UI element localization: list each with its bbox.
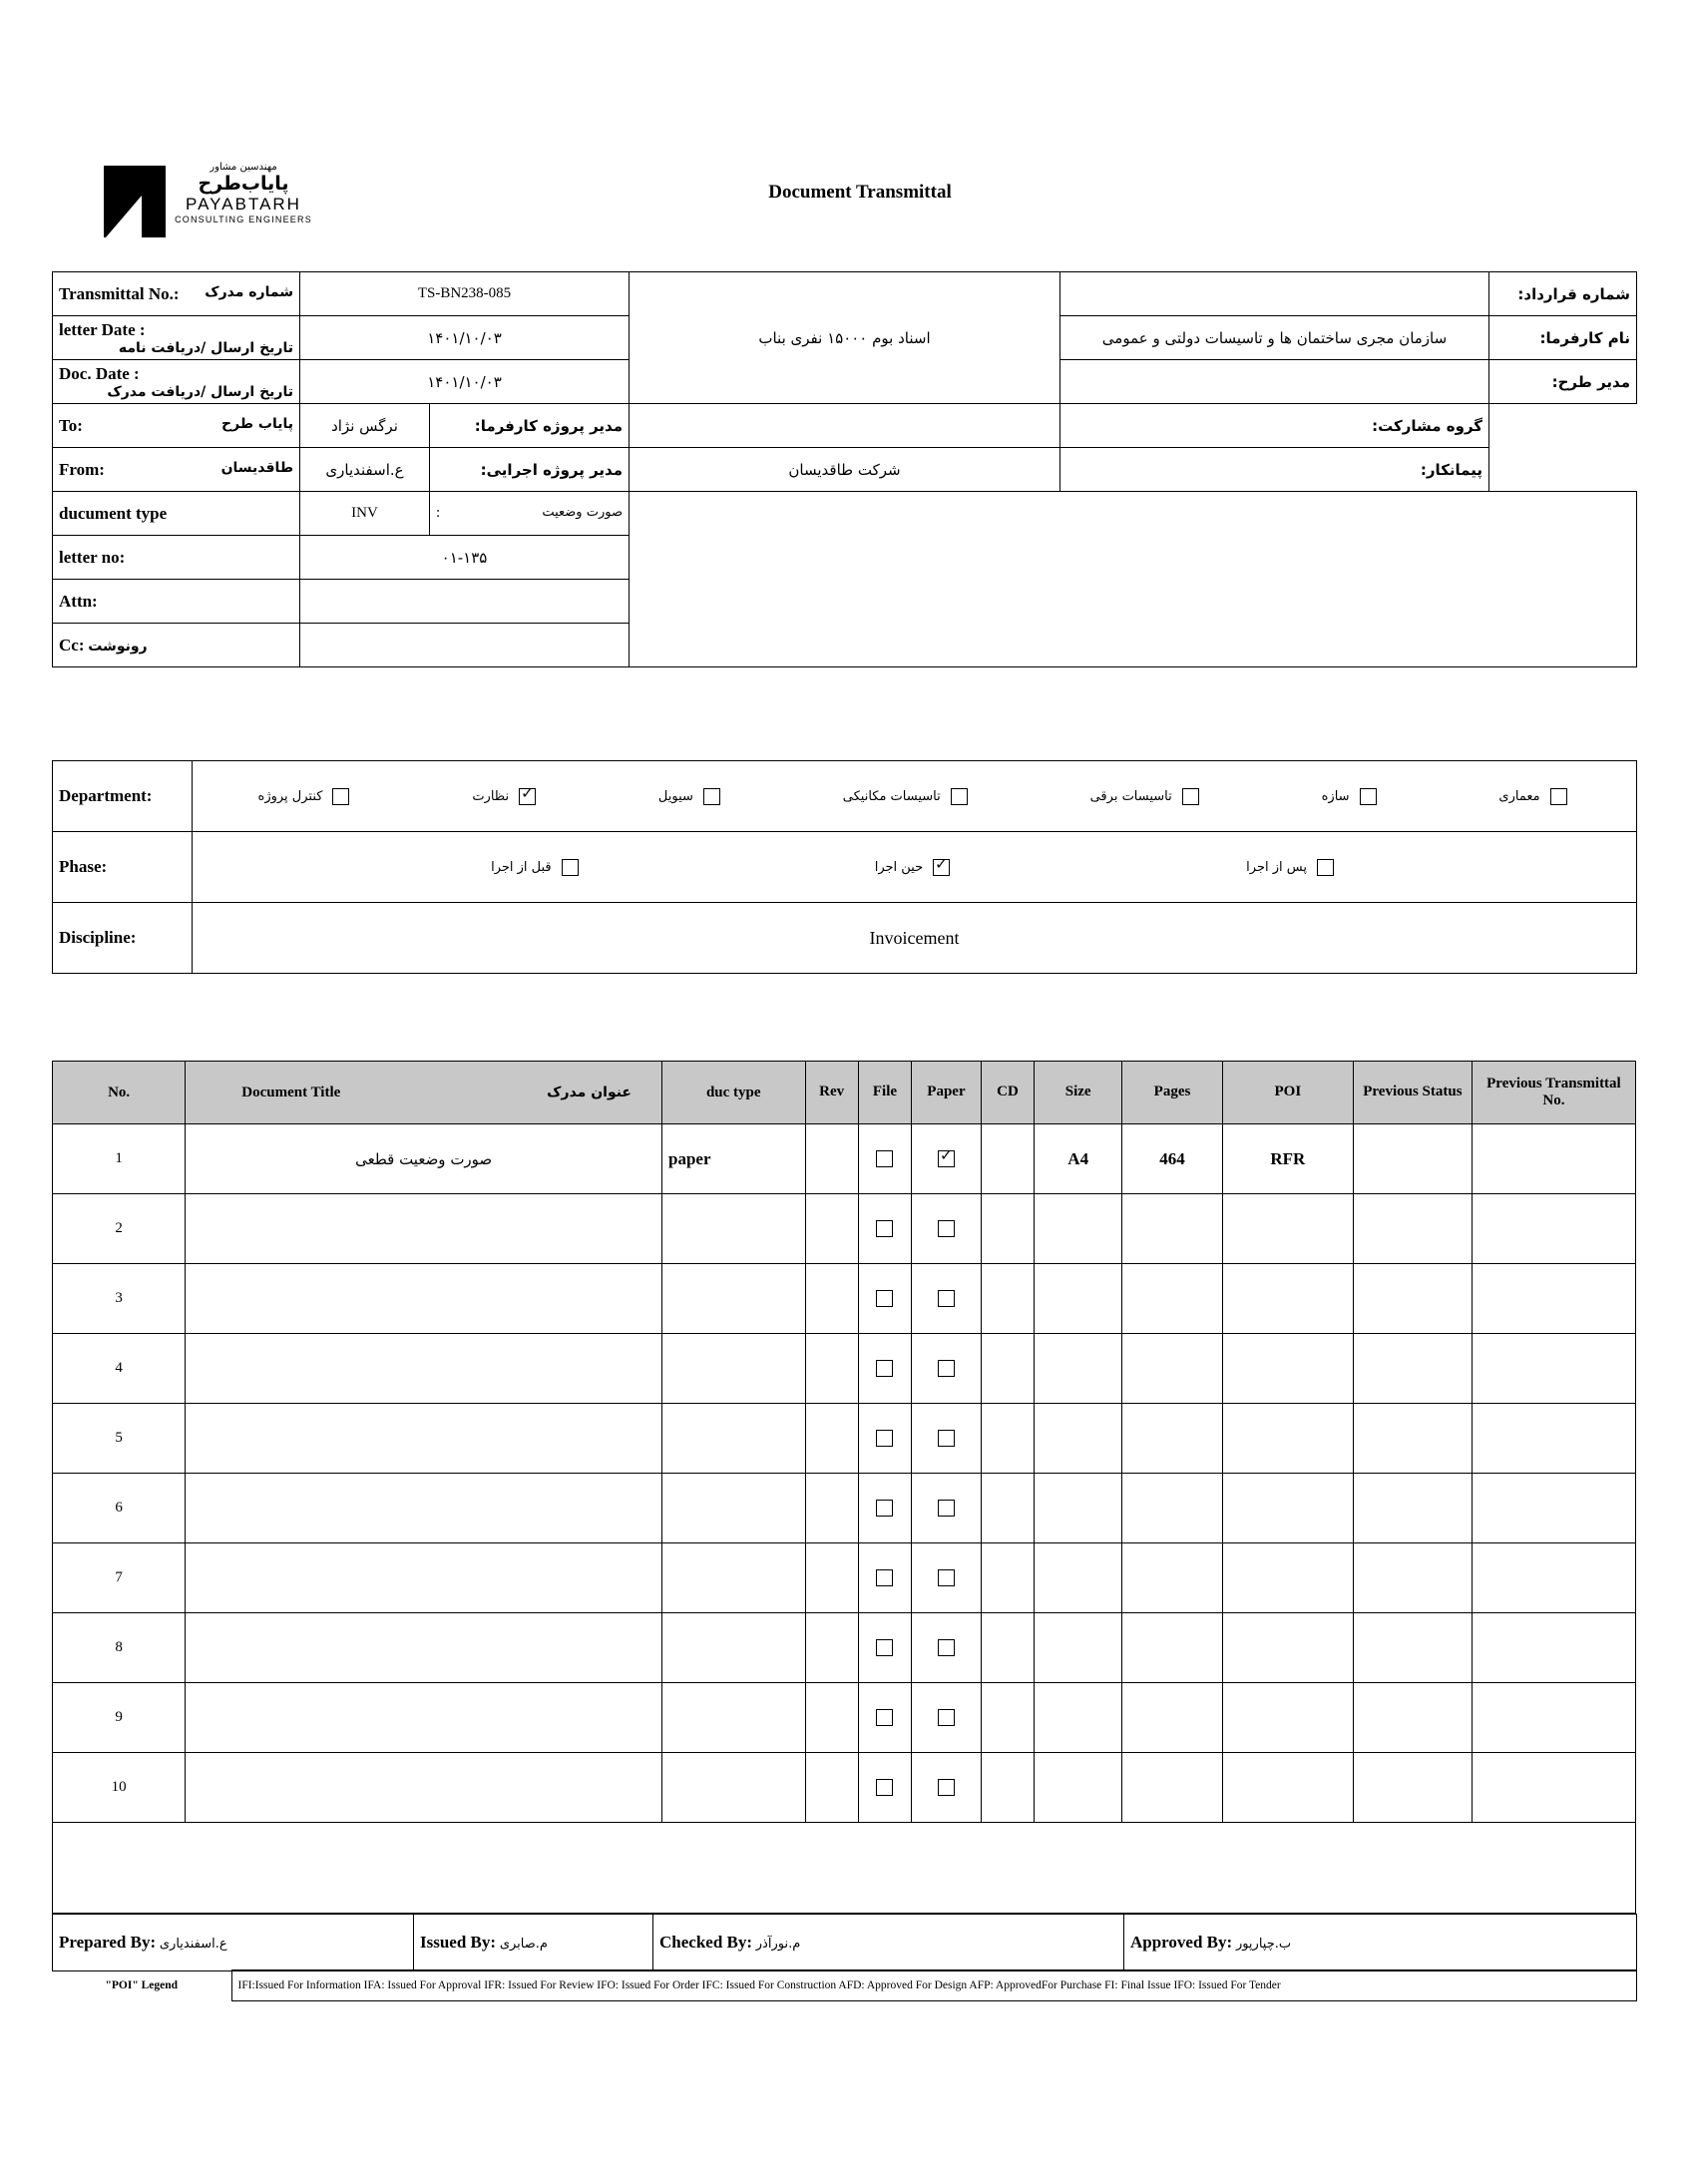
label-issued-by: Issued By: <box>420 1933 497 1952</box>
checkbox-row9-paper[interactable] <box>938 1709 955 1726</box>
header-previous-transmittal-no: Previous Transmittal No. <box>1472 1062 1635 1124</box>
phase-options <box>199 832 1630 902</box>
cell-cc-value <box>300 624 630 667</box>
cell-row2-duc-type <box>662 1194 806 1264</box>
cell-row7-prev-transmittal <box>1472 1543 1635 1613</box>
cell-letter-no-value: ۰۱-۱۳۵ <box>300 536 630 580</box>
cell-row3-poi <box>1222 1264 1353 1334</box>
cell-row1-prev-status <box>1353 1124 1472 1194</box>
table-row <box>53 832 1637 903</box>
cell-row1-pages: 464 <box>1122 1124 1222 1194</box>
cell-transmittal-no-value: TS-BN238-085 <box>300 272 630 316</box>
cell-row9-poi <box>1222 1683 1353 1753</box>
table-header-row <box>53 1062 1636 1124</box>
cell-row6-prev-status <box>1353 1474 1472 1543</box>
header-rev: Rev <box>805 1062 858 1124</box>
checkbox-row7-file[interactable] <box>876 1569 893 1586</box>
cell-row8-prev-status <box>1353 1613 1472 1683</box>
checkbox-row6-file[interactable] <box>876 1500 893 1517</box>
label-executive-project-manager: مدیر پروژه اجرایی: <box>430 448 630 492</box>
label-contractor: پیمانکار: <box>1060 448 1489 492</box>
department-options <box>199 761 1630 831</box>
cell-row10-paper[interactable] <box>912 1753 982 1823</box>
cell-row8-cd <box>981 1613 1034 1683</box>
label-cc-fa: رونوشت <box>88 638 148 655</box>
comments-area <box>52 1814 1636 1914</box>
document-type-colon: : <box>436 505 441 521</box>
cell-row9-file[interactable] <box>858 1683 911 1753</box>
cell-row1-no: 1 <box>53 1124 186 1194</box>
cell-row8-title <box>186 1613 662 1683</box>
header-pages: Pages <box>1122 1062 1222 1124</box>
cell-row4-prev-transmittal <box>1472 1334 1635 1404</box>
cell-row5-duc-type <box>662 1404 806 1474</box>
cell-row7-poi <box>1222 1543 1353 1613</box>
header-no: No. <box>53 1062 186 1124</box>
cell-prepared-by <box>53 1915 414 1971</box>
cell-row8-prev-transmittal <box>1472 1613 1635 1683</box>
cell-row10-prev-status <box>1353 1753 1472 1823</box>
value-from-company: طاقدیسان <box>220 459 293 476</box>
transmittal-info-table <box>52 271 1637 667</box>
cell-doc-date-label <box>53 360 300 404</box>
cell-to-label <box>53 404 300 448</box>
department-option-supervision[interactable] <box>472 788 540 805</box>
cell-row2-file[interactable] <box>858 1194 911 1264</box>
cell-row9-no: 9 <box>53 1683 186 1753</box>
cell-row4-title <box>186 1334 662 1404</box>
department-label-memari: معماری <box>1498 788 1540 804</box>
cell-row5-prev-status <box>1353 1404 1472 1474</box>
label-to-en: To: <box>59 415 83 435</box>
cell-row4-prev-status <box>1353 1334 1472 1404</box>
page-title: Document Transmittal <box>768 182 952 203</box>
cell-approved-by <box>1124 1915 1637 1971</box>
cell-row6-file[interactable] <box>858 1474 911 1543</box>
cell-row6-prev-transmittal <box>1472 1474 1635 1543</box>
cell-row3-file[interactable] <box>858 1264 911 1334</box>
label-consortium: گروه مشارکت: <box>1060 404 1489 448</box>
cell-row2-title <box>186 1194 662 1264</box>
cell-row6-title <box>186 1474 662 1543</box>
table-row <box>53 1683 1636 1753</box>
cell-row10-prev-transmittal <box>1472 1753 1635 1823</box>
label-approved-by: Approved By: <box>1130 1933 1233 1952</box>
cell-row3-duc-type <box>662 1264 806 1334</box>
cell-row8-size <box>1035 1613 1122 1683</box>
cell-row10-title <box>186 1753 662 1823</box>
table-row <box>53 1404 1636 1474</box>
label-cc-en: Cc: <box>59 635 85 655</box>
cell-departments <box>193 761 1637 832</box>
cell-doc-date-value: ۱۴۰۱/۱۰/۰۳ <box>300 360 630 404</box>
cell-row1-rev <box>805 1124 858 1194</box>
phase-label-before: قبل از اجرا <box>491 859 552 875</box>
logo-text <box>174 162 313 224</box>
cell-row10-size <box>1035 1753 1122 1823</box>
header-document-title-fa: عنوان مدرک <box>547 1084 632 1100</box>
cell-row7-duc-type <box>662 1543 806 1613</box>
cell-row4-poi <box>1222 1334 1353 1404</box>
checkbox-supervision[interactable] <box>519 788 536 805</box>
cell-letter-no-label <box>53 536 300 580</box>
cell-row10-duc-type <box>662 1753 806 1823</box>
cell-attn-value <box>300 580 630 624</box>
cell-row5-title <box>186 1404 662 1474</box>
department-option-electrical[interactable] <box>1090 788 1203 805</box>
classification-block <box>52 760 1636 974</box>
label-transmittal-no-en: Transmittal No.: <box>59 283 180 303</box>
cell-row5-file[interactable] <box>858 1404 911 1474</box>
cell-row7-file[interactable] <box>858 1543 911 1613</box>
table-row <box>53 1264 1636 1334</box>
cell-row2-no: 2 <box>53 1194 186 1264</box>
department-label-project-control: کنترل پروژه <box>257 788 323 804</box>
cell-row4-duc-type <box>662 1334 806 1404</box>
cell-row6-cd <box>981 1474 1034 1543</box>
transmittal-info-block <box>52 271 1636 667</box>
cell-row9-paper[interactable] <box>912 1683 982 1753</box>
cell-row2-size <box>1035 1194 1122 1264</box>
value-checked-by: م.نورآذر <box>755 1937 801 1952</box>
checkbox-row5-paper[interactable] <box>938 1430 955 1447</box>
cell-row9-rev <box>805 1683 858 1753</box>
checkbox-row3-file[interactable] <box>876 1290 893 1307</box>
table-row <box>53 448 1637 492</box>
cell-row7-title <box>186 1543 662 1613</box>
header-document-title-en: Document Title <box>241 1084 341 1100</box>
cell-row7-pages <box>1122 1543 1222 1613</box>
cell-row4-file[interactable] <box>858 1334 911 1404</box>
cell-row1-paper[interactable] <box>912 1124 982 1194</box>
cell-row1-title: صورت وضعیت قطعی <box>186 1124 662 1194</box>
label-doc-date-fa: تاریخ ارسال /دریافت مدرک <box>107 383 293 400</box>
label-phase: Phase: <box>53 832 193 903</box>
cell-row5-paper[interactable] <box>912 1404 982 1474</box>
table-row <box>53 404 1637 448</box>
table-row <box>53 1613 1636 1683</box>
table-row <box>52 1970 1636 2001</box>
cell-row10-poi <box>1222 1753 1353 1823</box>
label-employer-name: نام کارفرما: <box>1489 316 1637 360</box>
cell-row3-size <box>1035 1264 1122 1334</box>
cell-document-type-code: INV <box>300 492 430 536</box>
phase-label-during: حین اجرا <box>874 859 924 875</box>
cell-row4-cd <box>981 1334 1034 1404</box>
cell-row6-pages <box>1122 1474 1222 1543</box>
cell-row8-paper[interactable] <box>912 1613 982 1683</box>
documents-block <box>52 1061 1636 1823</box>
cell-row9-prev-transmittal <box>1472 1683 1635 1753</box>
cell-row4-paper[interactable] <box>912 1334 982 1404</box>
logo-line-1: مهندسین مشاور <box>210 162 277 173</box>
table-row <box>53 1753 1636 1823</box>
logo-line-4: CONSULTING ENGINEERS <box>175 214 312 224</box>
label-employer-project-manager: مدیر پروژه کارفرما: <box>430 404 630 448</box>
cell-row4-rev <box>805 1334 858 1404</box>
cell-row5-pages <box>1122 1404 1222 1474</box>
value-prepared-by: ع.اسفندیاری <box>159 1937 227 1952</box>
cell-row3-title <box>186 1264 662 1334</box>
checkbox-project-control[interactable] <box>332 788 349 805</box>
cell-row6-poi <box>1222 1474 1353 1543</box>
department-option-civil[interactable] <box>658 788 724 805</box>
cell-row1-poi: RFR <box>1222 1124 1353 1194</box>
cell-row3-no: 3 <box>53 1264 186 1334</box>
classification-table <box>52 760 1637 974</box>
cell-row8-rev <box>805 1613 858 1683</box>
cell-row7-size <box>1035 1543 1122 1613</box>
cell-row6-no: 6 <box>53 1474 186 1543</box>
cell-phases <box>193 832 1637 903</box>
department-label-supervision: نظارت <box>472 788 510 804</box>
table-row <box>53 1474 1636 1543</box>
logo-line-2: پایاب‌طرح <box>198 172 289 195</box>
department-label-mechanical: تاسیسات مکانیکی <box>842 788 941 804</box>
cell-row2-pages <box>1122 1194 1222 1264</box>
checkbox-row10-paper[interactable] <box>938 1779 955 1796</box>
cell-row1-prev-transmittal <box>1472 1124 1635 1194</box>
table-row <box>53 761 1637 832</box>
cell-row10-file[interactable] <box>858 1753 911 1823</box>
cell-row9-size <box>1035 1683 1122 1753</box>
phase-option-after[interactable] <box>1246 859 1338 876</box>
cell-row4-no: 4 <box>53 1334 186 1404</box>
cell-row2-prev-transmittal <box>1472 1194 1635 1264</box>
cell-row7-rev <box>805 1543 858 1613</box>
checkbox-row9-file[interactable] <box>876 1709 893 1726</box>
table-row <box>53 1543 1636 1613</box>
cell-employer-name-value: سازمان مجری ساختمان ها و تاسیسات دولتی و عمومی <box>1060 316 1489 360</box>
label-discipline: Discipline: <box>53 903 193 974</box>
legend-table <box>52 1969 1637 2001</box>
table-row <box>53 1124 1636 1194</box>
cell-row6-size <box>1035 1474 1122 1543</box>
cell-document-type-fa <box>430 492 630 536</box>
header-duc-type: duc type <box>662 1062 806 1124</box>
cell-from-person: ع.اسفندیاری <box>300 448 430 492</box>
cell-row3-rev <box>805 1264 858 1334</box>
cell-row6-rev <box>805 1474 858 1543</box>
table-row <box>53 1194 1636 1264</box>
cell-document-type-label <box>53 492 300 536</box>
checkbox-electrical[interactable] <box>1182 788 1199 805</box>
department-label-sazeh: سازه <box>1321 788 1350 804</box>
cell-row10-pages <box>1122 1753 1222 1823</box>
cell-checked-by <box>653 1915 1124 1971</box>
company-logo <box>76 160 312 249</box>
cell-row10-cd <box>981 1753 1034 1823</box>
cell-row5-cd <box>981 1404 1034 1474</box>
checkbox-row10-file[interactable] <box>876 1779 893 1796</box>
label-letter-no: letter no: <box>59 547 126 567</box>
cell-consortium-value <box>630 404 1060 448</box>
cell-row10-no: 10 <box>53 1753 186 1823</box>
cell-attn-label <box>53 580 300 624</box>
logo-mark-icon <box>104 166 166 237</box>
cell-row3-prev-transmittal <box>1472 1264 1635 1334</box>
cell-row2-paper[interactable] <box>912 1194 982 1264</box>
checkbox-row2-paper[interactable] <box>938 1220 955 1237</box>
checkbox-phase-after[interactable] <box>1317 859 1334 876</box>
cell-row2-poi <box>1222 1194 1353 1264</box>
cell-plan-manager-value <box>1060 360 1489 404</box>
label-from-en: From: <box>59 459 105 479</box>
page-header <box>52 160 1636 259</box>
cell-row1-file[interactable] <box>858 1124 911 1194</box>
table-row <box>53 1915 1637 1971</box>
legend-block <box>52 1969 1636 2001</box>
cell-row1-cd <box>981 1124 1034 1194</box>
checkbox-row8-paper[interactable] <box>938 1639 955 1656</box>
department-label-civil: سیویل <box>657 788 693 804</box>
value-to-company: پایاب طرح <box>221 415 293 432</box>
cell-to-person: نرگس نژاد <box>300 404 430 448</box>
table-row <box>53 1334 1636 1404</box>
header-document-title <box>186 1062 662 1124</box>
value-discipline: Invoicement <box>193 903 1637 974</box>
cell-row4-pages <box>1122 1334 1222 1404</box>
label-poi-legend: "POI" Legend <box>105 1979 178 1991</box>
cell-row9-duc-type <box>662 1683 806 1753</box>
header-cd: CD <box>981 1062 1034 1124</box>
cell-row7-no: 7 <box>53 1543 186 1613</box>
checkbox-memari[interactable] <box>1550 788 1567 805</box>
cell-row2-prev-status <box>1353 1194 1472 1264</box>
cell-row8-no: 8 <box>53 1613 186 1683</box>
cell-row3-cd <box>981 1264 1034 1334</box>
cell-row5-poi <box>1222 1404 1353 1474</box>
cell-contractor-value: شرکت طاقدیسان <box>630 448 1060 492</box>
label-document-type: ducument type <box>59 503 168 523</box>
phase-option-before[interactable] <box>491 859 583 876</box>
header-file: File <box>858 1062 911 1124</box>
cell-row3-paper[interactable] <box>912 1264 982 1334</box>
header-paper: Paper <box>912 1062 982 1124</box>
department-option-project-control[interactable] <box>258 788 354 805</box>
checkbox-row5-file[interactable] <box>876 1430 893 1447</box>
label-letter-date-fa: تاریخ ارسال /دریافت نامه <box>118 339 293 356</box>
cell-contract-no-value <box>1060 272 1489 316</box>
cell-row8-poi <box>1222 1613 1353 1683</box>
label-contract-no: شماره قرارداد: <box>1489 272 1637 316</box>
cell-row5-size <box>1035 1404 1122 1474</box>
label-checked-by: Checked By: <box>659 1933 753 1952</box>
documents-table <box>52 1061 1636 1823</box>
label-plan-manager: مدیر طرح: <box>1489 360 1637 404</box>
department-option-mechanical[interactable] <box>843 788 972 805</box>
cell-row9-cd <box>981 1683 1034 1753</box>
cell-row1-duc-type: paper <box>662 1124 806 1194</box>
label-prepared-by: Prepared By: <box>59 1933 157 1952</box>
label-department: Department: <box>53 761 193 832</box>
header-poi: POI <box>1222 1062 1353 1124</box>
label-letter-date-en: letter Date : <box>59 319 146 339</box>
cell-row10-rev <box>805 1753 858 1823</box>
cell-transmittal-no-label <box>53 272 300 316</box>
cell-row7-prev-status <box>1353 1543 1472 1613</box>
document-type-fa-value: صورت وضعیت <box>542 505 623 520</box>
header-previous-status: Previous Status <box>1353 1062 1472 1124</box>
cell-row2-rev <box>805 1194 858 1264</box>
cell-row6-paper[interactable] <box>912 1474 982 1543</box>
cell-from-label <box>53 448 300 492</box>
table-row <box>53 272 1637 316</box>
value-issued-by: م.صابری <box>499 1937 548 1952</box>
table-row <box>53 492 1637 536</box>
checkbox-phase-during[interactable] <box>933 859 950 876</box>
checkbox-row1-paper[interactable] <box>938 1150 955 1167</box>
cell-row5-prev-transmittal <box>1472 1404 1635 1474</box>
cell-cc-label <box>53 624 300 667</box>
cell-row9-prev-status <box>1353 1683 1472 1753</box>
label-transmittal-no-fa: شماره مدرک <box>205 283 293 300</box>
checkbox-row6-paper[interactable] <box>938 1500 955 1517</box>
logo-line-3: PAYABTARH <box>186 195 301 215</box>
cell-row7-cd <box>981 1543 1034 1613</box>
cell-project-name: اسناد بوم ۱۵۰۰۰ نفری بناب <box>630 272 1060 404</box>
cell-row2-cd <box>981 1194 1034 1264</box>
header-size: Size <box>1035 1062 1122 1124</box>
phase-label-after: پس از اجرا <box>1246 859 1307 875</box>
cell-row4-size <box>1035 1334 1122 1404</box>
cell-row9-pages <box>1122 1683 1222 1753</box>
cell-letter-date-value: ۱۴۰۱/۱۰/۰۳ <box>300 316 630 360</box>
value-approved-by: ب.چپارپور <box>1235 1937 1292 1952</box>
cell-row8-file[interactable] <box>858 1613 911 1683</box>
checkbox-row3-paper[interactable] <box>938 1290 955 1307</box>
checkbox-row7-paper[interactable] <box>938 1569 955 1586</box>
value-poi-legend: IFI:Issued For Information IFA: Issued For Approval IFR: Issued For Review IFO: Issued For Order IFC: Issued For Construction AFD: Approved For Design AFP: ApprovedFor Purchase FI: Final Issue IFO: Issued For Tender <box>231 1970 1636 2001</box>
cell-row3-pages <box>1122 1264 1222 1334</box>
department-label-electrical: تاسیسات برقی <box>1089 788 1172 804</box>
department-option-sazeh[interactable] <box>1322 788 1381 805</box>
signatures-table <box>52 1914 1637 1971</box>
checkbox-sazeh[interactable] <box>1360 788 1377 805</box>
cell-row5-rev <box>805 1404 858 1474</box>
checkbox-row4-paper[interactable] <box>938 1360 955 1377</box>
cell-row7-paper[interactable] <box>912 1543 982 1613</box>
checkbox-row4-file[interactable] <box>876 1360 893 1377</box>
label-doc-date-en: Doc. Date : <box>59 363 140 383</box>
department-option-memari[interactable] <box>1498 788 1570 805</box>
table-row <box>53 903 1637 974</box>
label-attn: Attn: <box>59 591 98 611</box>
cell-row6-duc-type <box>662 1474 806 1543</box>
checkbox-row8-file[interactable] <box>876 1639 893 1656</box>
checkbox-row1-file[interactable] <box>876 1150 893 1167</box>
phase-option-during[interactable] <box>875 859 954 876</box>
checkbox-civil[interactable] <box>703 788 720 805</box>
checkbox-phase-before[interactable] <box>562 859 579 876</box>
cell-row1-size: A4 <box>1035 1124 1122 1194</box>
cell-row8-pages <box>1122 1613 1222 1683</box>
cell-issued-by <box>414 1915 653 1971</box>
cell-row9-title <box>186 1683 662 1753</box>
checkbox-row2-file[interactable] <box>876 1220 893 1237</box>
cell-empty-right-lower <box>630 492 1637 667</box>
signatures-block <box>52 1914 1636 1971</box>
checkbox-mechanical[interactable] <box>951 788 968 805</box>
cell-row8-duc-type <box>662 1613 806 1683</box>
cell-row5-no: 5 <box>53 1404 186 1474</box>
cell-letter-date-label <box>53 316 300 360</box>
cell-row3-prev-status <box>1353 1264 1472 1334</box>
